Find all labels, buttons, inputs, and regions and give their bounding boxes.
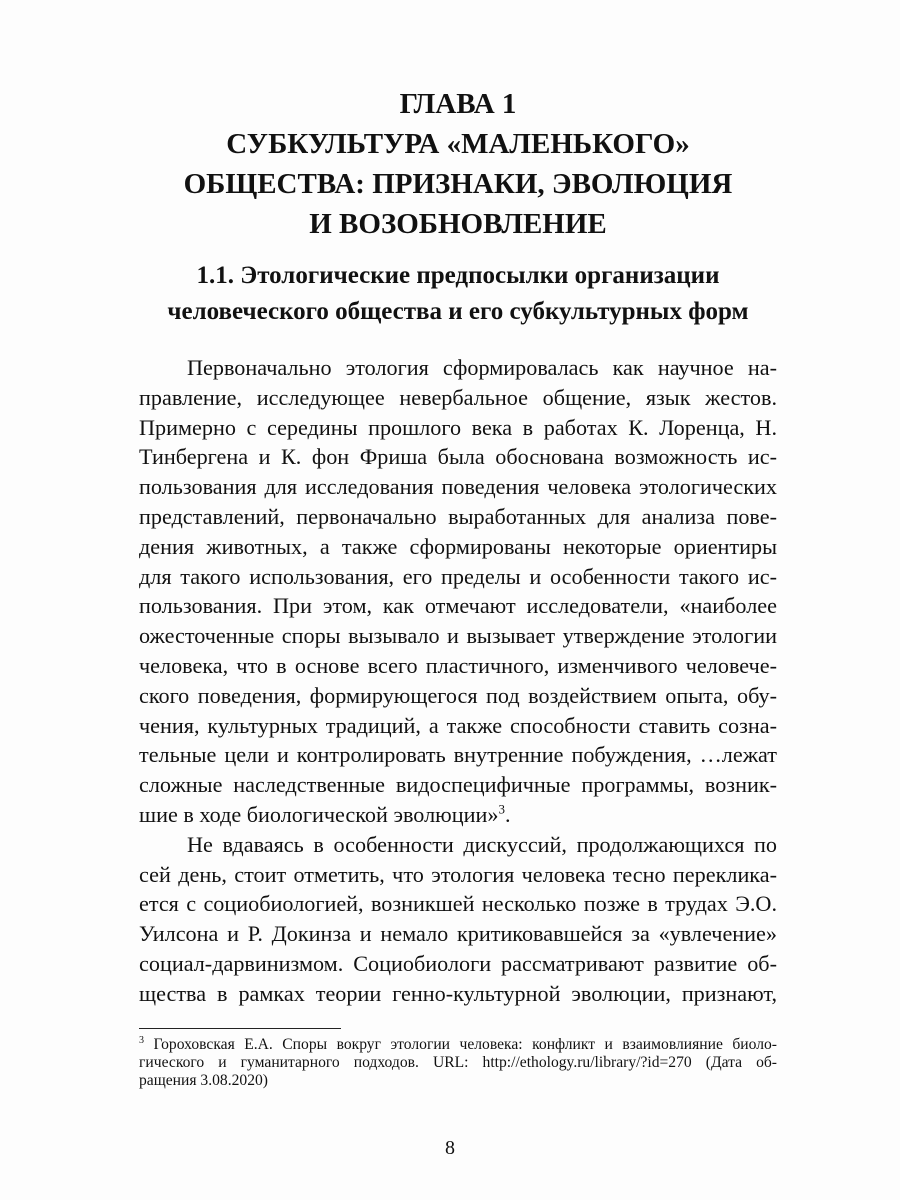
- text-line: сложные наследственные видоспецифичные программы, возник-: [139, 772, 777, 798]
- paragraph: [139, 353, 777, 830]
- chapter-heading: [130, 84, 786, 244]
- section-heading: [120, 258, 796, 330]
- text-line: Уилсона и Р. Докинза и немало критиковавшейся за «увлечение»: [139, 921, 777, 947]
- footnote-number: 3: [139, 1034, 144, 1046]
- footnote-divider: [139, 1028, 341, 1029]
- chapter-title-line: СУБКУЛЬТУРА «МАЛЕНЬКОГО»: [226, 128, 690, 160]
- text-line: дения животных, а также сформированы некоторые ориентиры: [139, 533, 777, 559]
- text-line: тельные цели и контролировать внутренние побуждения, …лежат: [139, 742, 777, 768]
- text-line: для такого использования, его пределы и особенности такого ис-: [139, 563, 777, 589]
- text-line: Первоначально этология сформировалась как научное на-: [187, 355, 777, 380]
- footnote-text: Гороховская Е.А. Споры вокруг этологии человека: конфликт и взаимовлияние биоло-: [144, 1036, 777, 1053]
- section-title-line: человеческого общества и его субкультурных форм: [167, 298, 749, 325]
- text-fragment: .: [504, 801, 511, 827]
- paragraph: [139, 830, 777, 1009]
- text-line-last: [139, 800, 777, 830]
- text-line: ется с социобиологией, возникшей несколько позже в трудах Э.О.: [139, 891, 777, 917]
- text-fragment: шие в ходе биологической эволюции»: [139, 801, 499, 827]
- footnote-line: гического и гуманитарного подходов. URL: http://ethology.ru/library/?id=270 (Дата об-: [139, 1054, 777, 1071]
- text-line: пользования для исследования поведения человека этологических: [139, 474, 777, 500]
- text-line: человека, что в основе всего пластичного, изменчивого человече-: [139, 652, 777, 678]
- text-line: сей день, стоит отметить, что этология человека тесно переклика-: [139, 861, 777, 887]
- chapter-title-line: ОБЩЕСТВА: ПРИЗНАКИ, ЭВОЛЮЦИЯ: [183, 168, 733, 200]
- text-line: Не вдаваясь в особенности дискуссий, продолжающихся по: [187, 831, 777, 857]
- footnote-line: [139, 1036, 777, 1054]
- text-line: чения, культурных традиций, а также способности ставить созна-: [139, 712, 777, 738]
- text-line: Примерно с середины прошлого века в работах К. Лоренца, Н.: [139, 414, 777, 440]
- text-line: ожесточенные споры вызывало и вызывает утверждение этологии: [139, 623, 777, 649]
- chapter-number: ГЛАВА 1: [399, 88, 517, 120]
- chapter-title-line: И ВОЗОБНОВЛЕНИЕ: [309, 208, 607, 240]
- body-text: [139, 353, 777, 1009]
- text-line: социал-дарвинизмом. Социобиологи рассматривают развитие об-: [139, 950, 777, 976]
- section-title-line: 1.1. Этологические предпосылки организации: [196, 262, 720, 289]
- footnote: [139, 1036, 777, 1090]
- text-line: Тинбергена и К. фон Фриша была обоснована возможность ис-: [139, 444, 777, 470]
- page-number: 8: [445, 1137, 455, 1159]
- text-line: щества в рамках теории генно-культурной эволюции, признают,: [139, 980, 777, 1006]
- text-line: представлений, первоначально выработанных для анализа пове-: [139, 503, 777, 529]
- text-line: ского поведения, формирующегося под воздействием опыта, обу-: [139, 682, 777, 708]
- text-line: правление, исследующее невербальное общение, язык жестов.: [139, 384, 777, 410]
- footnote-line: ращения 3.08.2020): [139, 1072, 268, 1089]
- text-line: пользования. При этом, как отмечают исследователи, «наиболее: [139, 593, 777, 619]
- footnote-reference[interactable]: 3: [498, 801, 505, 817]
